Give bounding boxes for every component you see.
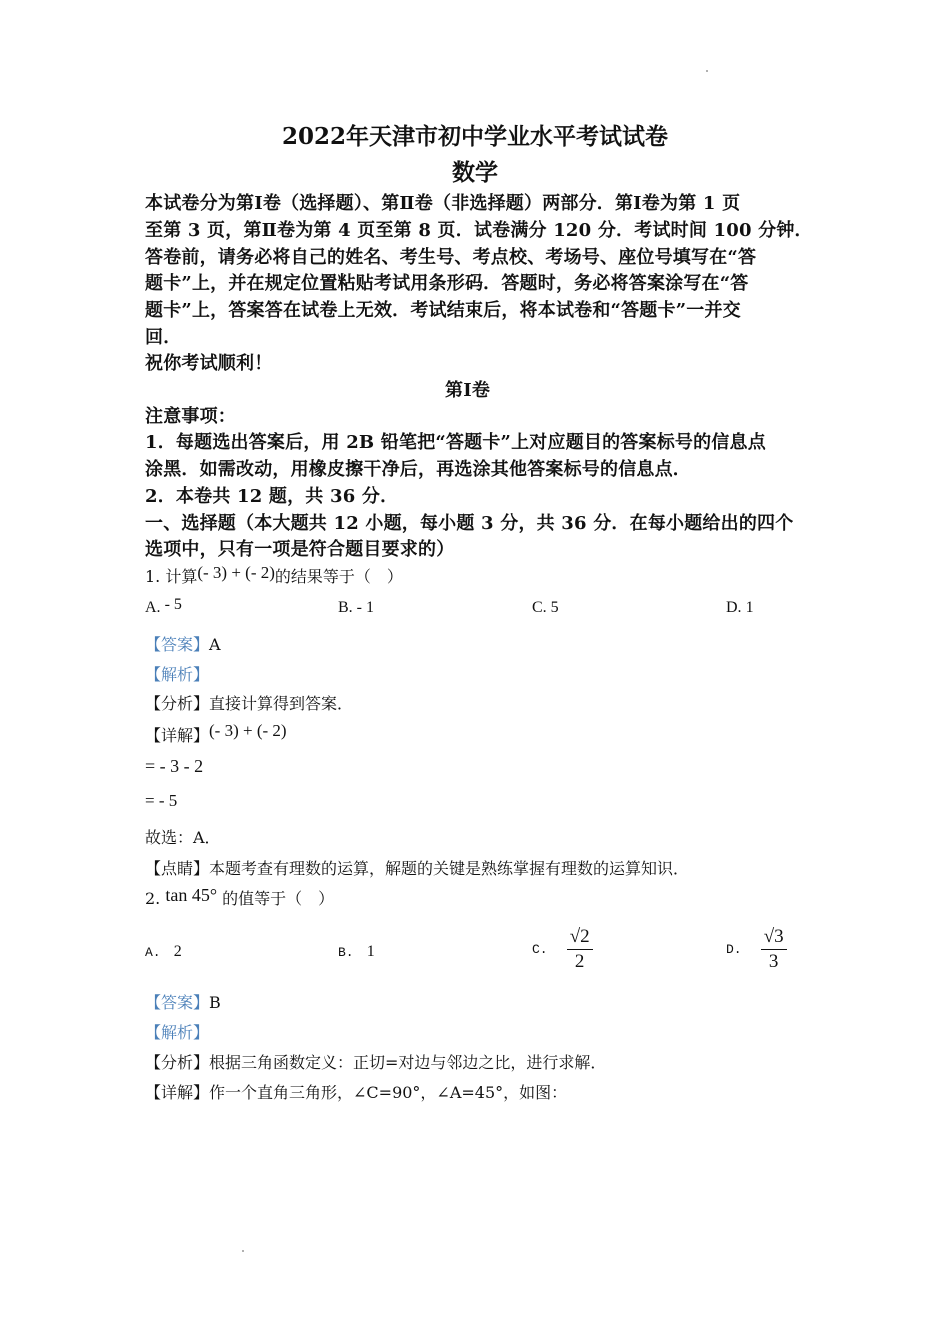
q2-answer bbox=[145, 990, 221, 1013]
q1-xiangjie-tag: 【详解】 bbox=[145, 726, 210, 745]
q1-dianjing-tag: 【点睛】 bbox=[145, 859, 210, 878]
q1-dianjing bbox=[145, 856, 689, 879]
q2-option-d-numerator bbox=[761, 925, 787, 950]
q2-analysis-tag: 【解析】 bbox=[145, 1023, 210, 1042]
q1-fenxi-tag: 【分析】 bbox=[145, 694, 210, 713]
intro-line-3: 答卷前，请务必将自己的姓名、考生号、考点校、考场号、座位号填写在“答 bbox=[145, 247, 757, 268]
wish-line: 祝你考试顺利！ bbox=[145, 353, 273, 374]
q1-option-a-label: A. bbox=[145, 599, 165, 616]
q2-xiangjie bbox=[145, 1080, 567, 1103]
bottom-margin-mark bbox=[242, 1250, 244, 1252]
page-title: 2022年天津市初中学业水平考试试卷 bbox=[281, 123, 668, 150]
intro-line-5: 题卡”上，答案答在试卷上无效．考试结束后，将本试卷和“答题卡”一并交 bbox=[145, 300, 741, 321]
q1-option-c-value: 5 bbox=[550, 599, 559, 616]
intro-line-1: 本试卷分为第Ⅰ卷（选择题）、第Ⅱ卷（非选择题）两部分．第Ⅰ卷为第 1 页 bbox=[145, 193, 741, 214]
q1-xiangjie-expression: (- 3) + (- 2) bbox=[209, 721, 287, 740]
q1-answer bbox=[145, 632, 221, 655]
q1-option-c bbox=[532, 599, 559, 617]
q2-fenxi bbox=[145, 1050, 606, 1073]
notice-2: 2．本卷共 12 题，共 36 分． bbox=[145, 486, 399, 507]
q2-option-a-label: A. bbox=[145, 945, 161, 960]
q1-stem bbox=[145, 564, 403, 587]
q1-option-b-value: - 1 bbox=[356, 599, 374, 616]
intro-line-2: 至第 3 页，第Ⅱ卷为第 4 页至第 8 页．试卷满分 120 分．考试时间 100 分钟． bbox=[145, 220, 813, 241]
q2-option-c-radicand: 2 bbox=[580, 926, 590, 947]
q1-option-a-value: - 5 bbox=[164, 596, 182, 613]
q1-option-d-value: 1 bbox=[745, 599, 754, 616]
q1-fenxi bbox=[145, 691, 353, 714]
q2-option-b bbox=[338, 941, 375, 961]
q2-option-a bbox=[145, 941, 182, 961]
q1-step-1: = - 3 - 2 bbox=[145, 756, 204, 776]
q2-option-b-label: B. bbox=[338, 945, 354, 960]
q1-option-a bbox=[145, 596, 182, 617]
sqrt-icon: √ bbox=[763, 926, 775, 947]
q1-option-b bbox=[338, 599, 374, 617]
q2-stem bbox=[145, 886, 334, 909]
q1-answer-tag: 【答案】 bbox=[145, 635, 210, 654]
top-margin-mark bbox=[706, 70, 708, 72]
q2-xiangjie-text: 作一个直角三角形，∠C=90°，∠A=45°，如图： bbox=[209, 1083, 568, 1102]
q1-expression: (- 3) + (- 2) bbox=[197, 563, 275, 582]
sqrt-icon: √ bbox=[569, 926, 581, 947]
notice-label: 注意事项： bbox=[145, 406, 236, 427]
q1-xiangjie bbox=[145, 723, 287, 746]
q2-fenxi-tag: 【分析】 bbox=[145, 1053, 210, 1072]
q1-fenxi-text: 直接计算得到答案． bbox=[209, 694, 354, 713]
q2-option-c-label: C. bbox=[532, 942, 548, 957]
q2-option-c-denominator: 2 bbox=[574, 951, 585, 972]
q2-option-d-radicand: 3 bbox=[774, 926, 784, 947]
q1-answer-value: A bbox=[209, 635, 221, 654]
q2-option-a-value: 2 bbox=[173, 943, 182, 960]
q1-option-c-label: C. bbox=[532, 599, 551, 616]
notice-1-line-1: 1．每题选出答案后，用 2B 铅笔把“答题卡”上对应题目的答案标号的信息点 bbox=[145, 432, 766, 453]
q2-option-b-value: 1 bbox=[366, 943, 375, 960]
q2-option-d-denominator: 3 bbox=[768, 951, 779, 972]
q2-option-d bbox=[726, 925, 787, 974]
q1-choice: 故选：A． bbox=[145, 828, 221, 847]
q1-step-2: = - 5 bbox=[145, 791, 178, 810]
subject-title: 数学 bbox=[452, 159, 498, 186]
q2-xiangjie-tag: 【详解】 bbox=[145, 1083, 210, 1102]
q1-dianjing-text: 本题考查有理数的运算，解题的关键是熟练掌握有理数的运算知识． bbox=[209, 859, 690, 878]
intro-line-4: 题卡”上，并在规定位置粘贴考试用条形码．答题时，务必将答案涂写在“答 bbox=[145, 273, 749, 294]
part-heading-line-1: 一、选择题（本大题共 12 小题，每小题 3 分，共 36 分．在每小题给出的四个 bbox=[145, 513, 794, 534]
q2-answer-tag: 【答案】 bbox=[145, 993, 210, 1012]
q2-fenxi-text: 根据三角函数定义：正切=对边与邻边之比，进行求解． bbox=[209, 1053, 607, 1072]
q2-option-d-fraction bbox=[761, 925, 787, 974]
q1-prefix: 1. 计算 bbox=[145, 567, 198, 586]
q2-suffix: 的值等于（ ） bbox=[217, 889, 335, 908]
q2-option-d-label: D. bbox=[726, 942, 742, 957]
q2-option-c bbox=[532, 925, 593, 974]
q2-prefix: 2. bbox=[145, 889, 166, 908]
q1-option-d bbox=[726, 599, 754, 617]
part-heading-line-2: 选项中，只有一项是符合题目要求的） bbox=[145, 539, 455, 560]
notice-1-line-2: 涂黑．如需改动，用橡皮擦干净后，再选涂其他答案标号的信息点． bbox=[145, 459, 691, 480]
q1-suffix: 的结果等于（ ） bbox=[274, 567, 403, 586]
q2-answer-value: B bbox=[209, 993, 221, 1012]
q1-analysis-tag: 【解析】 bbox=[145, 665, 210, 684]
q2-expression: tan 45° bbox=[165, 885, 218, 905]
q1-option-b-label: B. bbox=[338, 599, 357, 616]
q1-option-d-label: D. bbox=[726, 599, 746, 616]
q2-option-c-numerator bbox=[567, 925, 593, 950]
intro-line-6: 回． bbox=[145, 327, 182, 348]
q2-option-c-fraction bbox=[567, 925, 593, 974]
section-heading: 第Ⅰ卷 bbox=[445, 380, 491, 401]
